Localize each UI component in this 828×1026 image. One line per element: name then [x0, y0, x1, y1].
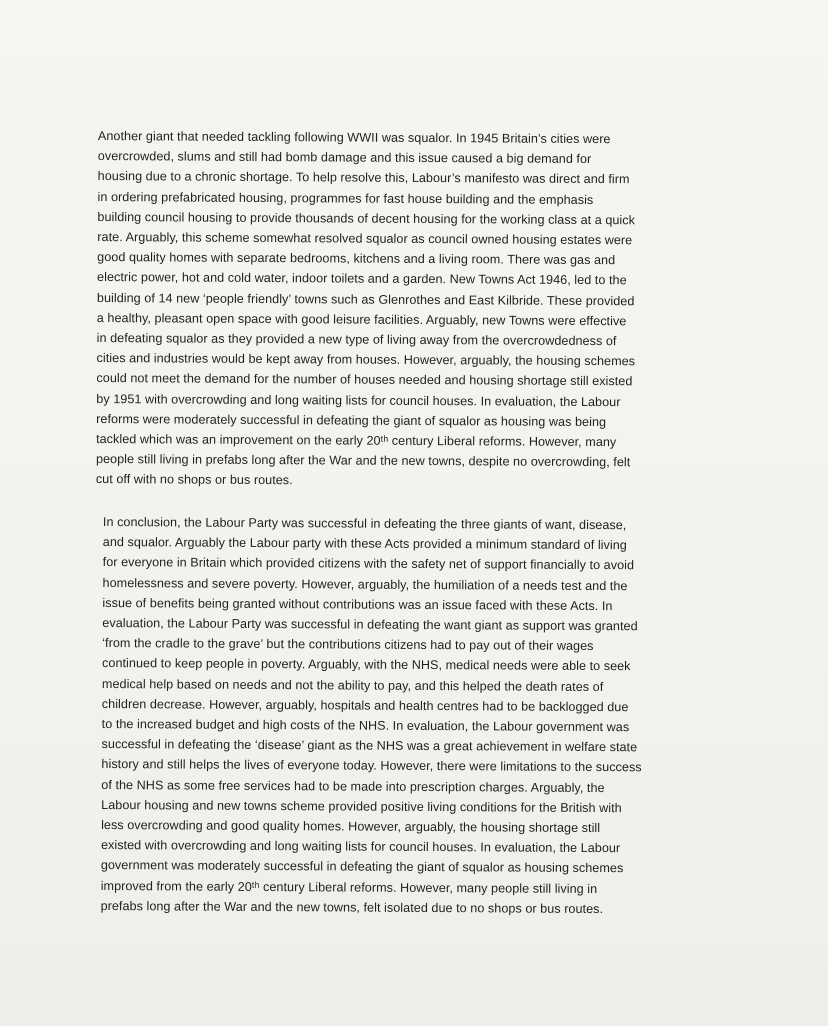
text-line: of the NHS as some free services had to be made into prescription charges. Arguably, the	[101, 777, 605, 795]
text-line: ‘from the cradle to the grave’ but the contributions citizens had to pay out of their wages	[102, 636, 594, 654]
text-line: medical help based on needs and not the ability to pay, and this helped the death rates of	[101, 676, 604, 694]
text-line: improved from the early 20ᵗʰ century Liberal reforms. However, many people still living in	[100, 878, 598, 896]
text-line: successful in defeating the ‘disease’ giant as the NHS was a great achievement in welfare state	[101, 737, 638, 755]
text-line: by 1951 with overcrowding and long waiting lists for council houses. In evaluation, the Labour	[96, 391, 621, 409]
text-line: for everyone in Britain which provided citizens with the safety net of support financially to avoid	[102, 555, 635, 573]
text-line: homelessness and severe poverty. However, arguably, the humiliation of a needs test and the	[102, 575, 628, 593]
text-line: Another giant that needed tackling following WWII was squalor. In 1945 Britain’s cities were	[97, 128, 611, 147]
text-line: In conclusion, the Labour Party was successful in defeating the three giants of want, disease,	[102, 514, 627, 533]
text-line: children decrease. However, arguably, hospitals and health centres had to be backlogged due	[101, 696, 629, 715]
text-line: government was moderately successful in defeating the giant of squalor as housing schemes	[100, 858, 624, 876]
text-line: cities and industries would be kept away from houses. However, arguably, the housing schemes	[96, 351, 636, 369]
text-line: history and still helps the lives of everyone today. However, there were limitations to the success	[101, 757, 642, 775]
text-line: less overcrowding and good quality homes. However, arguably, the housing shortage still	[101, 818, 601, 836]
text-line: a healthy, pleasant open space with good leisure facilities. Arguably, new Towns were effective	[96, 310, 627, 329]
text-line: in ordering prefabricated housing, programmes for fast house building and the emphasis	[97, 189, 594, 207]
text-line: could not meet the demand for the number of houses needed and housing shortage still existed	[96, 371, 633, 389]
paragraph-squalor	[96, 126, 738, 494]
text-line: in defeating squalor as they provided a new type of living away from the overcrowdedness of	[96, 331, 617, 349]
text-line: existed with overcrowding and long waiting lists for council houses. In evaluation, the Labour	[100, 838, 621, 856]
text-line: evaluation, the Labour Party was successful in defeating the want giant as support was granted	[102, 616, 638, 634]
text-line: building of 14 new ‘people friendly’ towns such as Glenrothes and East Kilbride. These provided	[96, 290, 635, 308]
text-line: issue of benefits being granted without contributions was an issue faced with these Acts. In	[102, 595, 613, 613]
text-line: housing due to a chronic shortage. To help resolve this, Labour’s manifesto was direct and firm	[97, 169, 630, 187]
text-line: electric power, hot and cold water, indoor toilets and a garden. New Towns Act 1946, led to the	[97, 270, 627, 288]
text-line: continued to keep people in poverty. Arguably, with the NHS, medical needs were able to seek	[102, 656, 631, 674]
text-line: overcrowded, slums and still had bomb damage and this issue caused a big demand for	[97, 149, 592, 167]
text-line: prefabs long after the War and the new towns, felt isolated due to no shops or bus routes.	[100, 898, 604, 916]
text-line: rate. Arguably, this scheme somewhat resolved squalor as council owned housing estates were	[97, 230, 633, 248]
text-line: building council housing to provide thousands of decent housing for the working class at a quick	[97, 209, 636, 228]
text-line: good quality homes with separate bedrooms, kitchens and a living room. There was gas and	[97, 250, 616, 268]
text-line: Labour housing and new towns scheme provided positive living conditions for the British with	[101, 797, 622, 816]
text-line: to the increased budget and high costs of the NHS. In evaluation, the Labour government was	[101, 717, 630, 735]
paragraph-conclusion	[101, 512, 743, 920]
text-line: cut off with no shops or bus routes.	[95, 472, 293, 488]
text-line: people still living in prefabs long after the War and the new towns, despite no overcrowding, felt	[95, 452, 631, 470]
text-line: and squalor. Arguably the Labour party with these Acts provided a minimum standard of living	[102, 535, 627, 553]
text-line: tackled which was an improvement on the early 20ᵗʰ century Liberal reforms. However, many	[96, 432, 617, 450]
text-line: reforms were moderately successful in defeating the giant of squalor as housing was being	[96, 411, 607, 429]
